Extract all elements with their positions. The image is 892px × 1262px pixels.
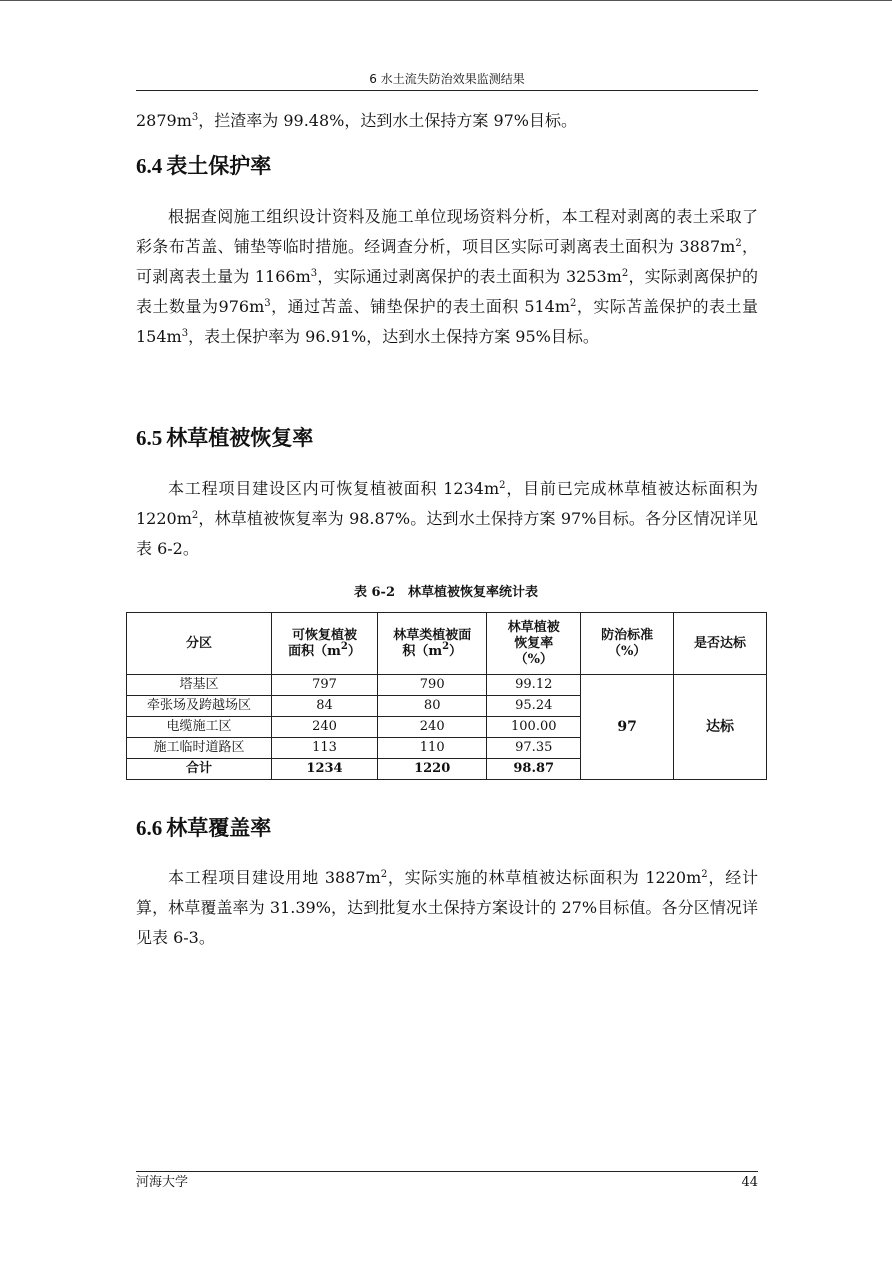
cell-veg: 110	[378, 738, 487, 759]
cell-rate: 95.24	[487, 696, 581, 717]
header-restoration-rate: 林草植被 恢复率 （%）	[487, 613, 581, 675]
section-6-5-heading: 6.5 林草植被恢复率	[136, 425, 314, 450]
table-6-2	[126, 612, 767, 780]
cell-area: 1234	[271, 759, 377, 780]
footer-divider	[136, 1171, 758, 1172]
cell-area: 797	[271, 675, 377, 696]
header-standard: 防治标准 （%）	[581, 613, 674, 675]
section-6-4-heading: 6.4 表土保护率	[136, 153, 272, 178]
cell-area: 113	[271, 738, 377, 759]
cell-zone: 电缆施工区	[127, 717, 272, 738]
cell-area: 84	[271, 696, 377, 717]
header-compliance: 是否达标	[674, 613, 767, 675]
cell-area: 240	[271, 717, 377, 738]
page-number: 44	[741, 1175, 758, 1190]
running-header: 6 水土流失防治效果监测结果	[136, 70, 758, 91]
cell-rate: 99.12	[487, 675, 581, 696]
section-6-4-paragraph: 根据查阅施工组织设计资料及施工单位现场资料分析，本工程对剥离的表土采取了彩条布苫盖、铺垫等临时措施。经调查分析，项目区实际可剥离表土面积为 $3887m^2$，可剥离表土量为 $1166m^3$，实际通过剥离保护的表土面积为 $3253m^2$，实际剥离保护的表土数量为$976m^3$，通过苫盖、铺垫保护的表土面积 $514m^2$，实际苫盖保护的表土量 $154m^3$，表土保护率为 96.91%，达到水土保持方案 95%目标。	[136, 207, 758, 346]
section-6-6-heading: 6.6 林草覆盖率	[136, 815, 272, 840]
cell-rate: 98.87	[487, 759, 581, 780]
cell-veg: 80	[378, 696, 487, 717]
header-restorable-area: 可恢复植被 面积$(m^2)$	[271, 613, 377, 675]
cell-rate: 97.35	[487, 738, 581, 759]
cell-result: 达标	[674, 675, 767, 780]
table-row	[127, 675, 767, 696]
table-header-row	[127, 613, 767, 675]
cell-zone: 牵张场及跨越场区	[127, 696, 272, 717]
section-6-6-paragraph: 本工程项目建设用地 $3887m^2$，实际实施的林草植被达标面积为 $1220m^2$，经计算，林草覆盖率为 31.39%，达到批复水土保持方案设计的 27%目标值。各分区情况详见表 6-3。	[136, 868, 758, 947]
cell-zone: 合计	[127, 759, 272, 780]
cell-standard: 97	[581, 675, 674, 780]
cell-veg: 240	[378, 717, 487, 738]
header-vegetation-area: 林草类植被面 积$(m^2)$	[378, 613, 487, 675]
intro-paragraph: $2879m^3$，拦渣率为 99.48%，达到水土保持方案 97%目标。	[136, 111, 578, 130]
cell-zone: 施工临时道路区	[127, 738, 272, 759]
cell-zone: 塔基区	[127, 675, 272, 696]
cell-veg: 1220	[378, 759, 487, 780]
cell-veg: 790	[378, 675, 487, 696]
section-6-5-paragraph: 本工程项目建设区内可恢复植被面积 $1234m^2$，目前已完成林草植被达标面积为 $1220m^2$，林草植被恢复率为 98.87%。达到水土保持方案 97%目标。各分区情况详见表 6-2。	[136, 479, 758, 558]
header-zone: 分区	[127, 613, 272, 675]
cell-rate: 100.00	[487, 717, 581, 738]
table-6-2-caption: 表 6-2 林草植被恢复率统计表	[353, 585, 538, 600]
page-top-border	[0, 0, 892, 1]
footer-organization: 河海大学	[136, 1175, 189, 1190]
